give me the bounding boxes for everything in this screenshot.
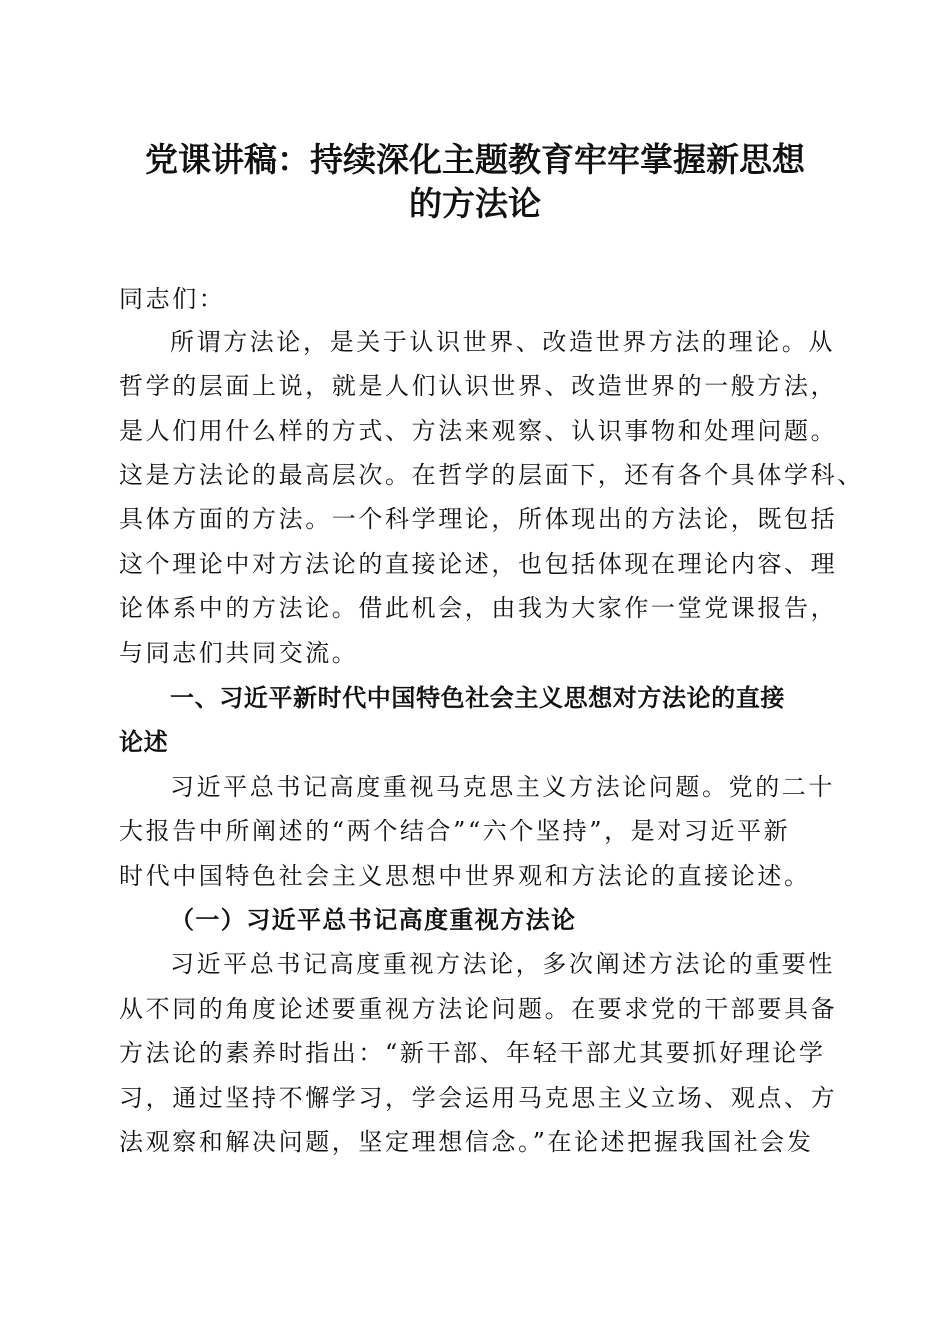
intro-paragraph-line: 是人们用什么样的方式、方法来观察、认识事物和处理问题。 [119, 417, 838, 445]
intro-paragraph-line: 这个理论中对方法论的直接论述，也包括体现在理论内容、理 [119, 550, 838, 578]
greeting: 同志们： [119, 285, 226, 313]
intro-paragraph-line: 哲学的层面上说，就是人们认识世界、改造世界的一般方法， [119, 372, 838, 400]
subsection-1-paragraph-line: 习，通过坚持不懈学习，学会运用马克思主义立场、观点、方 [119, 1084, 838, 1112]
intro-paragraph-line: 这是方法论的最高层次。在哲学的层面下，还有各个具体学科、 [119, 461, 864, 489]
section-1-paragraph-line: 时代中国特色社会主义思想中世界观和方法论的直接论述。 [119, 862, 811, 890]
intro-paragraph-line: 所谓方法论，是关于认识世界、改造世界方法的理论。从 [170, 328, 835, 356]
intro-paragraph-line: 具体方面的方法。一个科学理论，所体现出的方法论，既包括 [119, 505, 838, 533]
section-1-heading-line-2: 论述 [119, 728, 169, 756]
intro-paragraph-line: 与同志们共同交流。 [119, 639, 359, 667]
section-1-paragraph-line: 习近平总书记高度重视马克思主义方法论问题。党的二十 [170, 773, 835, 801]
subsection-1-paragraph-line: 习近平总书记高度重视方法论，多次阐述方法论的重要性 [170, 950, 835, 978]
section-1-heading-line-1: 一、习近平新时代中国特色社会主义思想对方法论的直接 [170, 684, 785, 712]
subsection-1-paragraph-line: 从不同的角度论述要重视方法论问题。在要求党的干部要具备 [119, 995, 838, 1023]
subsection-1-heading: （一）习近平总书记高度重视方法论 [170, 905, 577, 934]
subsection-1-paragraph-line: 方法论的素养时指出：“新干部、年轻干部尤其要抓好理论学 [119, 1039, 826, 1067]
section-1-paragraph-line: 大报告中所阐述的“两个结合”“六个坚持”，是对习近平新 [119, 817, 791, 845]
document-title-line-2: 的方法论 [409, 184, 541, 223]
subsection-1-paragraph-line: 法观察和解决问题，坚定理想信念。”在论述把握我国社会发 [119, 1128, 814, 1156]
document-title-line-1: 党课讲稿：持续深化主题教育牢牢掌握新思想 [145, 140, 805, 179]
intro-paragraph-line: 论体系中的方法论。借此机会，由我为大家作一堂党课报告， [119, 594, 838, 622]
